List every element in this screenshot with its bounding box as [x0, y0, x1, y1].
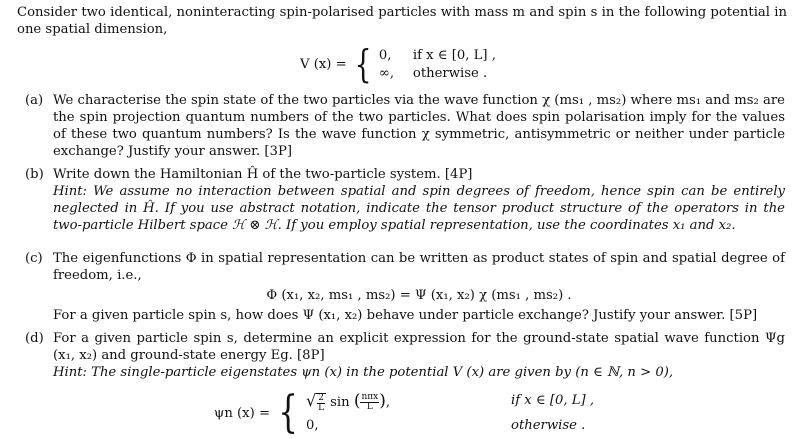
sqrt-numerator: 2 [318, 392, 324, 403]
sqrt-fraction [317, 394, 325, 413]
sin-argument [360, 393, 379, 412]
part-d-text: For a given particle spin s, determine an explicit expression for the ground-state spatial wave function Ψg (x₁, x₂) and ground-state energy Eg. [8P] [53, 331, 785, 363]
part-b-hint: Hint: We assume no interaction between spatial and spin degrees of freedom, hence spin can be entirely neglected in Ĥ. If you use abstract notation, indicate the tensor product structure of the operators in the two-particle Hilbert space ℋ ⊗ ℋ. If you employ spatial representation, use the coordinates x₁ and x₂. [53, 184, 785, 233]
eigenstate-cases [306, 392, 594, 434]
part-a-text: We characterise the spin state of the two particles via the wave function χ (ms₁ , ms₂) where ms₁ and ms₂ are the spin projection quantum numbers of the two particles. What does spin polarisation imply for the values of these two quantum numbers? Is the wave function χ symmetric, antisymmetric or neither under particle exchange? Justify your answer. [3P] [53, 93, 785, 159]
eigenstate-case1-condition: if x ∈ [0, L] , [511, 393, 595, 409]
sqrt-denominator: L [318, 402, 325, 413]
left-brace: { [278, 387, 298, 438]
potential-case1-value: 0, [378, 47, 392, 63]
eigenstate-case2-condition: otherwise . [511, 417, 586, 433]
argument-numerator: nπx [361, 392, 379, 403]
potential-lhs: V (x) = [300, 56, 347, 72]
eigenstate-equation [214, 388, 594, 438]
potential-case2-condition: otherwise . [412, 65, 488, 81]
potential-equation [300, 44, 496, 84]
sqrt-symbol: √ [306, 391, 317, 411]
part-c-label: (c) [25, 251, 43, 266]
argument-denominator: L [366, 402, 373, 413]
part-d-body [53, 330, 785, 381]
part-d [25, 330, 785, 381]
potential-cases [379, 47, 496, 82]
part-d-label: (d) [25, 331, 44, 346]
product-state-equation: Φ (x₁, x₂, ms₁ , ms₂) = Ψ (x₁, x₂) χ (ms₁ , ms₂) . [266, 288, 572, 303]
part-c [25, 250, 785, 324]
intro-paragraph: Consider two identical, noninteracting spin-polarised particles with mass m and spin s in the following potential in one spatial dimension, [17, 5, 787, 37]
eigenstate-lhs: ψn (x) = [214, 405, 270, 421]
sqrt-radicand [316, 393, 326, 413]
potential-case1-condition: if x ∈ [0, L] , [412, 47, 496, 63]
paren-close: ) [379, 391, 386, 412]
part-c-text: The eigenfunctions Φ in spatial representation can be written as product states of spin and spatial degree of freedom, i.e., [53, 251, 785, 283]
part-b [25, 166, 785, 234]
eigenstate-case2-value: 0, [306, 417, 319, 433]
eigenstate-case1-value: √ $\frac{2}{L}$ sin ( $\frac{\text{nπx}}{L}$ ), [306, 391, 391, 413]
potential-case2-value: ∞, [378, 65, 395, 81]
part-c-text2: For a given particle spin s, how does Ψ (x₁, x₂) behave under particle exchange? Justify your answer. [5P] [53, 308, 758, 323]
part-b-body [53, 166, 785, 234]
part-c-body [53, 250, 785, 324]
part-b-text: Write down the Hamiltonian Ĥ of the two-particle system. [4P] [53, 167, 473, 182]
part-d-hint: Hint: The single-particle eigenstates ψn (x) in the potential V (x) are given by (n ∈ ℕ, n > 0), [53, 365, 674, 380]
part-a [25, 92, 785, 160]
part-b-label: (b) [25, 167, 44, 182]
sin-function: sin [330, 395, 350, 411]
left-brace: { [354, 42, 372, 86]
paren-open: ( [353, 391, 361, 412]
part-a-label: (a) [25, 93, 44, 108]
